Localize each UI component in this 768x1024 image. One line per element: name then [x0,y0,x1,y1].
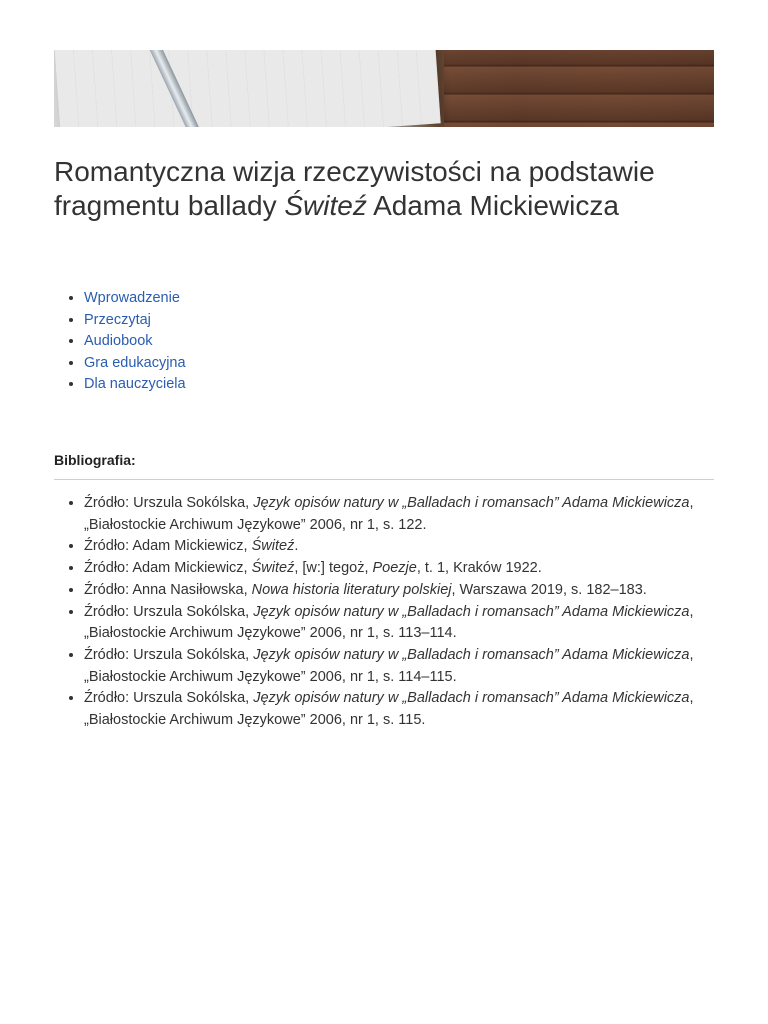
nav-link-audiobook[interactable]: Audiobook [84,333,153,349]
header-banner-image [54,50,714,127]
nav-item-przeczytaj [84,310,186,332]
citation-text: , „Białostockie Archiwum Językowe” 2006, nr 1, s. 114–115. [84,646,694,685]
citation-text: , Warszawa 2019, s. 182–183. [451,581,647,598]
citation-text: Źródło: Anna Nasiłowska, [84,581,252,598]
citation-text: Źródło: Urszula Sokólska, [84,603,254,620]
nav-link-dla-nauczyciela[interactable]: Dla nauczyciela [84,376,186,392]
bibliography-item [84,580,714,602]
citation-title: Poezje [372,560,417,577]
title-text: Romantyczna wizja rzeczywistości na podstawie fragmentu ballady [54,156,655,221]
citation-title: Nowa historia literatury polskiej [251,581,452,598]
citation-title: Świteź [251,538,295,555]
citation-title: Język opisów natury w „Balladach i romansach” Adama Mickiewicza [253,690,690,707]
citation-text: Źródło: Urszula Sokólska, [84,495,254,511]
divider [54,479,714,480]
citation-text: Źródło: Urszula Sokólska, [84,646,254,663]
bibliography-item [84,645,714,688]
bibliography-item [84,558,714,580]
citation-text: , „Białostockie Archiwum Językowe” 2006, nr 1, s. 115. [84,690,694,729]
citation-text: , [w:] tegoż, [294,560,373,577]
nav-link-gra-edukacyjna[interactable]: Gra edukacyjna [84,354,186,371]
citation-text: , t. 1, Kraków 1922. [416,560,542,577]
notebook-paper [54,50,441,127]
citation-title: Język opisów natury w „Balladach i romansach” Adama Mickiewicza [253,603,690,620]
section-nav [84,288,186,396]
nav-item-wprowadzenie [84,288,186,310]
citation-title: Świteź [251,560,295,577]
title-text-end: Adama Mickiewicza [366,190,619,221]
bibliography-item [84,493,714,536]
citation-text: Źródło: Adam Mickiewicz, [84,560,252,577]
bibliography-item [84,602,714,645]
nav-item-audiobook [84,331,186,353]
nav-link-przeczytaj[interactable]: Przeczytaj [84,311,151,328]
wooden-desk [444,50,714,127]
citation-text: Źródło: Adam Mickiewicz, [84,538,252,555]
nav-item-gra-edukacyjna [84,353,186,375]
nav-link-wprowadzenie[interactable]: Wprowadzenie [84,290,180,306]
page-title [54,155,714,223]
title-italic: Świteź [284,190,367,221]
bibliography-list [84,493,714,732]
citation-text: Źródło: Urszula Sokólska, [84,690,254,707]
citation-title: Język opisów natury w „Balladach i romansach” Adama Mickiewicza [253,495,690,511]
bibliography-item [84,688,714,731]
citation-text: , „Białostockie Archiwum Językowe” 2006, nr 1, s. 122. [84,495,694,533]
bibliography-item [84,536,714,558]
citation-text: . [294,538,299,555]
citation-text: , „Białostockie Archiwum Językowe” 2006, nr 1, s. 113–114. [84,603,694,642]
citation-title: Język opisów natury w „Balladach i romansach” Adama Mickiewicza [253,646,690,663]
nav-item-dla-nauczyciela [84,374,186,396]
bibliography-heading: Bibliografia: [54,452,136,468]
